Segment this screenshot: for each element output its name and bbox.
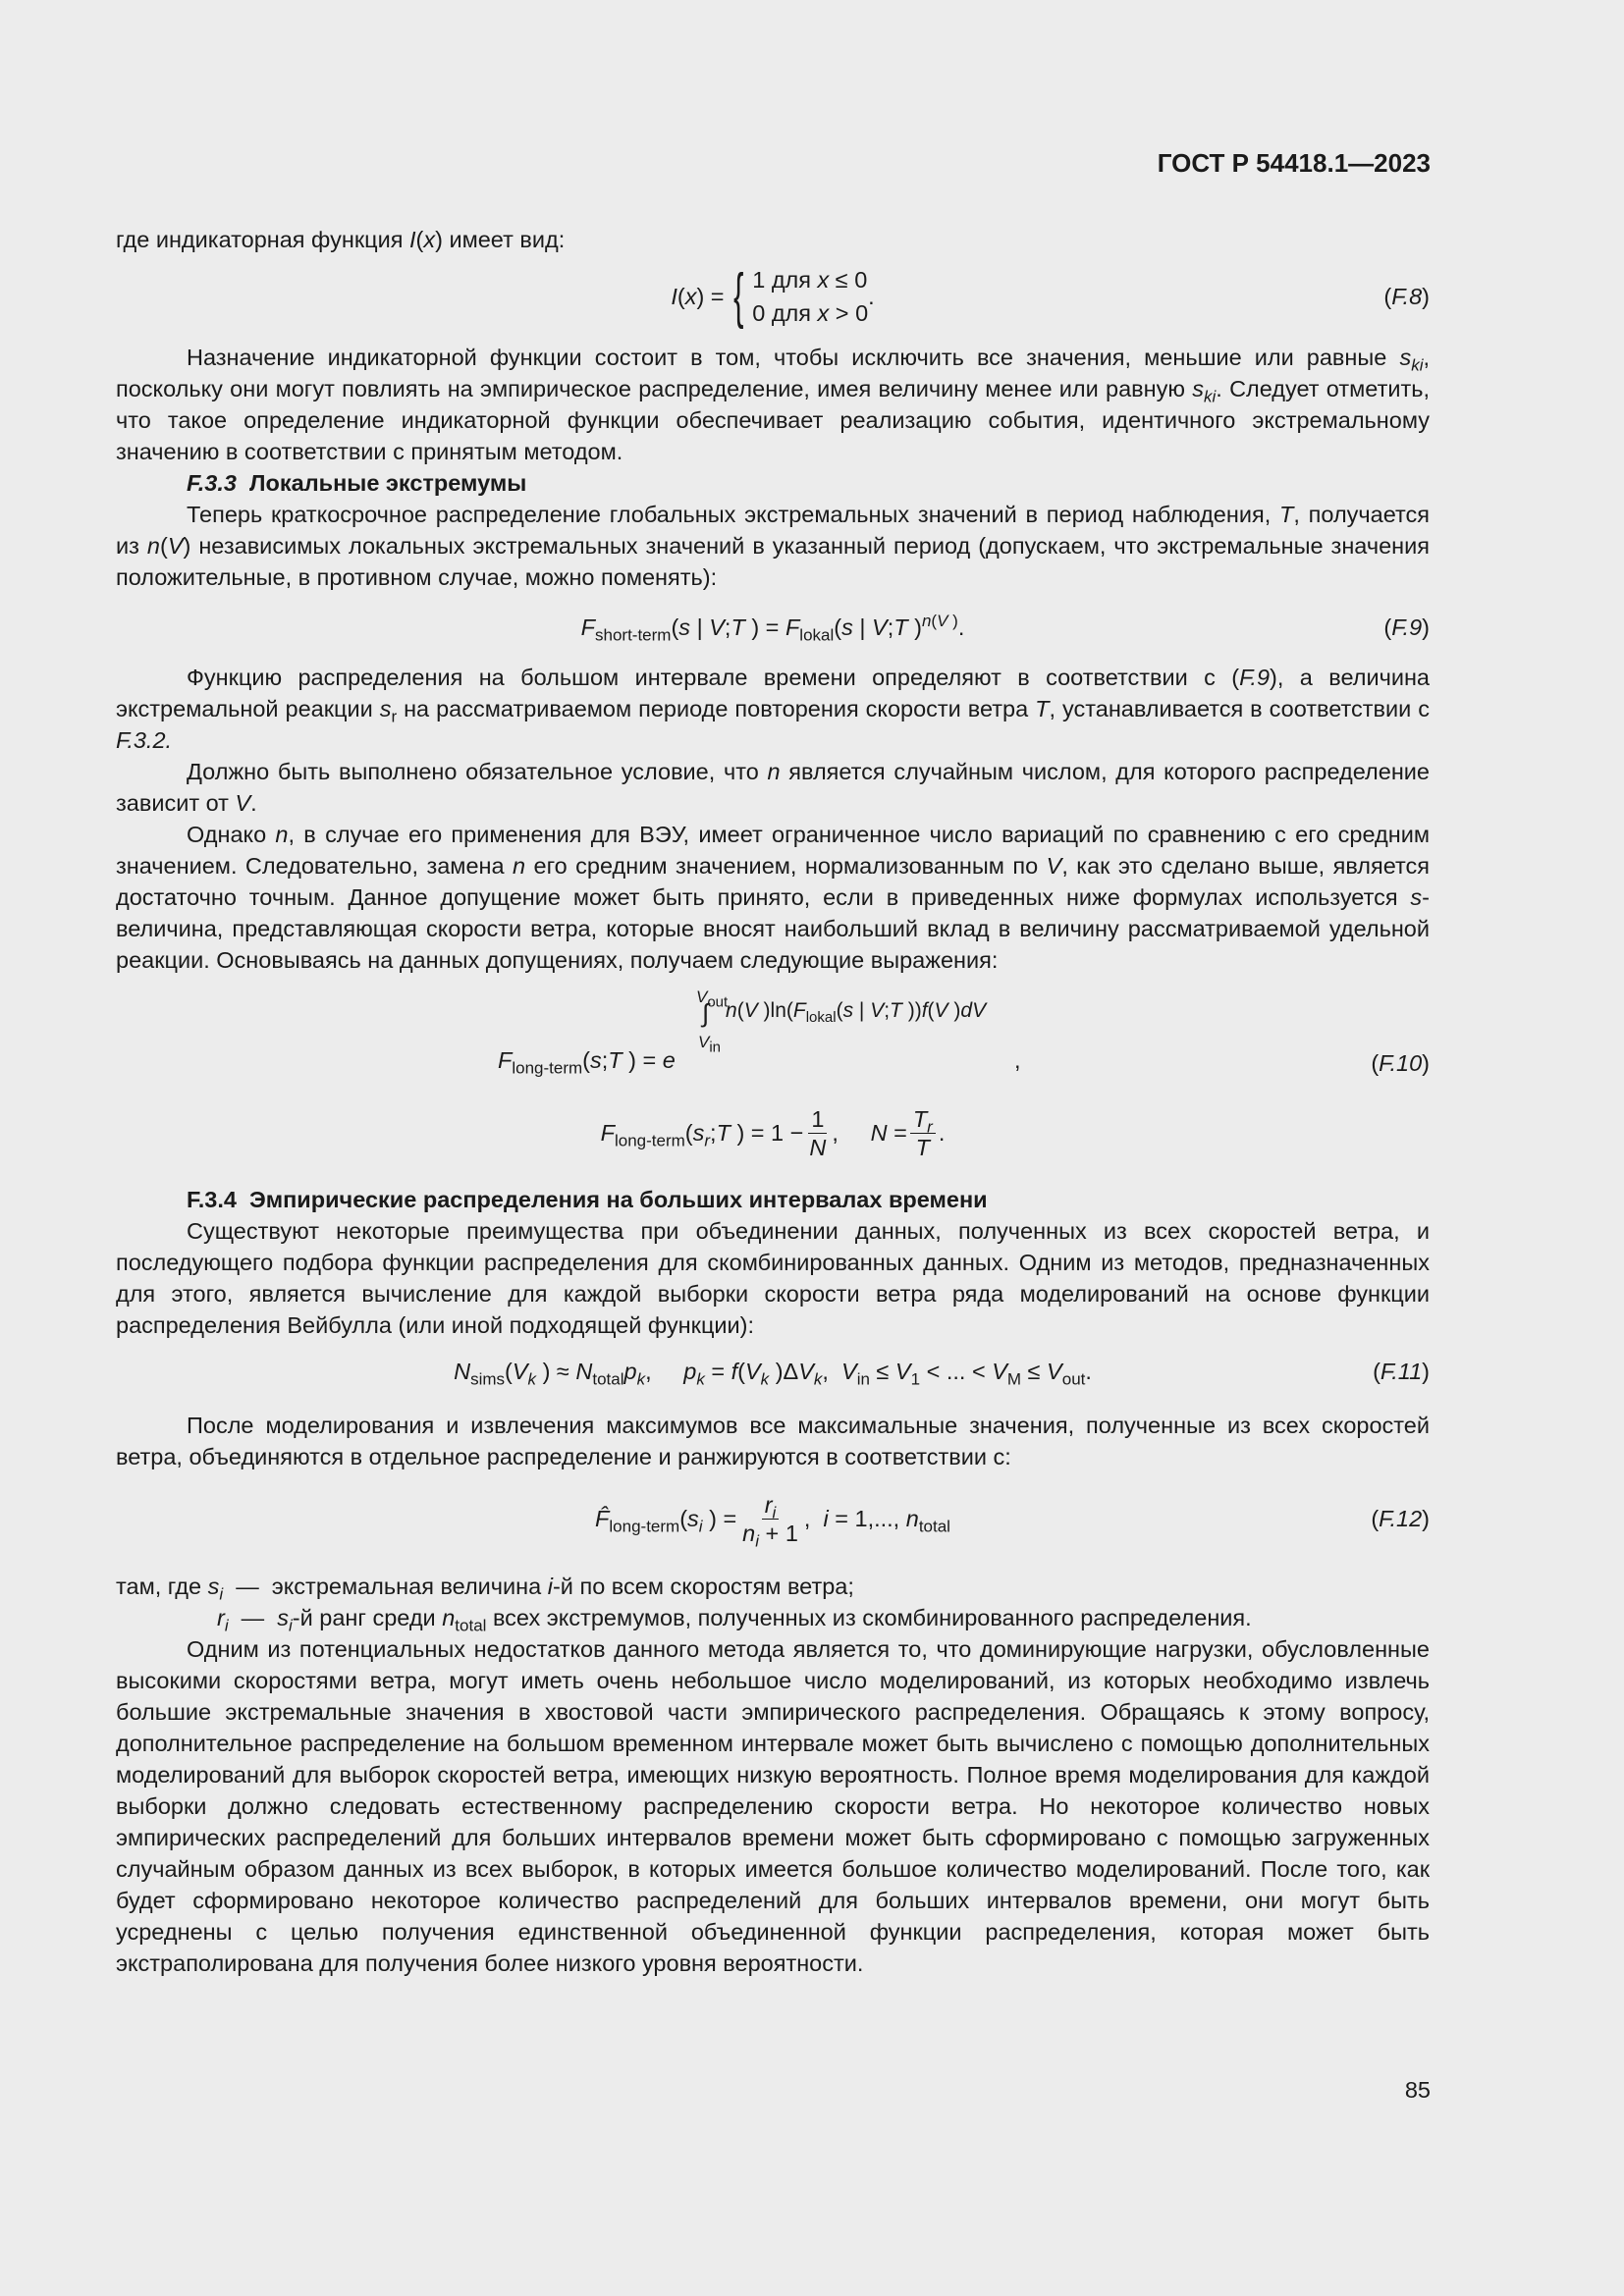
formula-f8-cases: 1 для x ≤ 0 0 для x > 0 <box>752 267 869 326</box>
formula-number: (F.10) <box>1371 1050 1430 1077</box>
paragraph-assumption: Однако n, в случае его применения для ВЭУ, имеет ограниченное число вариаций по сравнению с его средним значением. Следовательно, замена n его средним значением, нормализованным по V, как это сделано выше, является достаточно точным. Данное допущение может быть принято, если в приведенных ниже формулах используется s-величина, представляющая скорости ветра, которые вносят наибольший вклад в величину рассматриваемой удельной реакции. Основываясь на данных допущениях, получаем следующие выражения: <box>116 822 1431 973</box>
section-heading-f33: F.3.3 Локальные экстремумы <box>187 470 527 496</box>
paragraph-long-term-distribution: Функцию распределения на большом интервале времени определяют в соответствии с (F.9), а величина экстремальной реакции $s_r$ на рассматриваемом периоде повторения скорости ветра T, устанавливается в соответствии с F.3.2. <box>116 665 1431 753</box>
paragraph-short-term: Теперь краткосрочное распределение глобальных экстремальных значений в период наблюдения, T, получается из n(V) независимых локальных экстремальных значений в указанный период (допускаем, что экстремальные значения положительные, в противном случае, можно поменять): <box>116 502 1430 590</box>
paragraph-ranking: После моделирования и извлечения максимумов все максимальные значения, полученные из всех скоростей ветра, объединяются в отдельное распределение и ранжируются в соответствии с: <box>116 1413 1430 1469</box>
paragraph-condition: Должно быть выполнено обязательное условие, что n является случайным числом, для которого распределение зависит от V. <box>116 759 1430 816</box>
paragraph-drawbacks: Одним из потенциальных недостатков данного метода является то, что доминирующие нагрузки, обусловленные высокими скоростями ветра, могут иметь очень небольшое число моделирований, из которых необходимо извлечь большие экстремальные значения в хвостовой части эмпирического распределения. Обращаясь к этому вопросу, дополнительное распределение на большом временном интервале может быть вычислено с помощью дополнительных моделирований для выборок скоростей ветра, имеющих низкую вероятность. Полное время моделирования для каждой выборки должно следовать естественному распределению скорости ветра. Но некоторое количество новых эмпирических распределений для больших интервалов времени может быть сформировано с помощью загруженных случайным образом данных из всех выборок, в которых имеется большое количество моделирований. После того, как будет сформировано некоторое количество распределений для больших интервалов времени, они могут быть усреднены с целью получения единственной объединенной функции распределения, которая может быть экстраполирована для получения более низкого уровня вероятности. <box>116 1636 1430 1976</box>
formula-f12: $F̂_{long-term}(s_i$ ) = $\frac{r_i}{n_i + 1}$ , i = 1,..., $n_{total}$ (F.12) <box>595 1491 1430 1551</box>
page-number: 85 <box>1404 2077 1431 2103</box>
formula-f10: $F_{long-term}(s;T$ ) = e $V_{out}$ ∫ $V_{in}$ n(V )$\ln(F_{lokal}(s$ | V;T ))f(V )dV , (F.10) <box>498 988 1430 1078</box>
case-brace: { <box>732 262 744 330</box>
formula-number: (F.11) <box>1373 1359 1430 1384</box>
section-heading-f34: F.3.4 Эмпирические распределения на больших интервалах времени <box>187 1187 988 1212</box>
definition-ri: $r_i$ — $s_i-й$ ранг среди $n_{total}$ всех экстремумов, полученных из скомбинированного распределения. <box>217 1605 1252 1635</box>
formula-f8: I(x) = { 1 для x ≤ 0 0 для x > 0 . (F.8) <box>671 262 1430 330</box>
formula-f10-recurrence: $F_{long-term}(s_r;T$ ) = 1 − $\frac{1}{N}$ , N = $\frac{T_r}{T}$ . <box>600 1105 946 1160</box>
definition-si: там, где $s_i$ — экстремальная величина i-й по всем скоростям ветра; <box>116 1574 854 1604</box>
formula-number: (F.12) <box>1371 1506 1430 1531</box>
standard-header: ГОСТ Р 54418.1—2023 <box>1157 148 1431 178</box>
formula-f9: $F_{short-term}(s$ | V;T ) = $F_{lokal}(s$ | V;T )$^{n(V )}$. (F.9) <box>580 612 1430 645</box>
paragraph-combined-data: Существуют некоторые преимущества при объединении данных, полученных из всех скоростей ветра, и последующего подбора функции распределения для скомбинированных данных. Одним из методов, предназначенных для этого, является вычисление для каждой выборки скорости ветра ряда моделирований на основе функции распределения Вейбулла (или иной подходящей функции): <box>116 1218 1430 1338</box>
formula-number: (F.9) <box>1383 614 1430 640</box>
page-content <box>116 224 1430 1979</box>
formula-number: (F.8) <box>1383 284 1430 309</box>
intro-line: где индикаторная функция I(x) имеет вид: <box>116 227 566 252</box>
paragraph-indicator-purpose: Назначение индикаторной функции состоит в том, чтобы исключить все значения, меньшие или равные $s_{ki}$, поскольку они могут повлиять на эмпирическое распределение, имея величину менее или равную $s_{ki}$. Следует отметить, что такое определение индикаторной функции обеспечивает реализацию события, идентичного экстремальному значению в соответствии с принятым методом. <box>116 345 1430 464</box>
formula-f11: $N_{sims}(V_k$ ) ≈ $N_{total}p_k$, $p_k = f(V_k$ )$\Delta V_k$, $V_{in} \le V_1$ < ... < $V_M \le V_{out}$. (F.11) <box>116 1341 1430 1402</box>
